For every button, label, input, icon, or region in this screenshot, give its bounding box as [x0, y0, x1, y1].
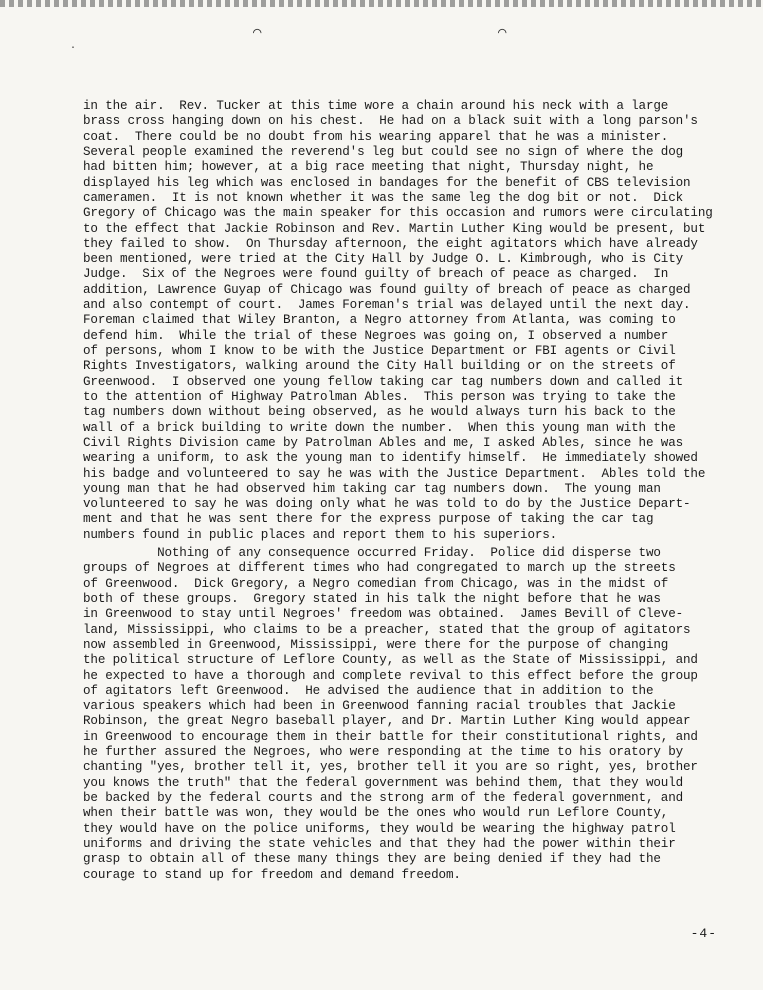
text-line: land, Mississippi, who claims to be a preacher, stated that the group of agitators	[83, 622, 691, 637]
text-line: both of these groups. Gregory stated in his talk the night before that he was	[83, 591, 661, 606]
text-line: in the air. Rev. Tucker at this time wore a chain around his neck with a large	[83, 99, 669, 113]
text-line: wall of a brick building to write down the number. When this young man with the	[83, 420, 676, 435]
text-line: to the effect that Jackie Robinson and Rev. Martin Luther King would be present, but	[83, 221, 706, 236]
scan-mark: ⌒	[498, 25, 507, 41]
text-line: been mentioned, were tried at the City Hall by Judge O. L. Kimbrough, who is City	[83, 252, 684, 267]
text-line: Foreman claimed that Wiley Branton, a Negro attorney from Atlanta, was coming to	[83, 313, 676, 328]
text-line: he expected to have a thorough and complete revival to this effect before the group	[83, 668, 698, 683]
text-line: and also contempt of court. James Foreman's trial was delayed until the next day.	[83, 298, 691, 313]
text-line: Judge. Six of the Negroes were found guilty of breach of peace as charged. In	[83, 267, 669, 282]
text-line: his badge and volunteered to say he was with the Justice Department. Ables told the	[83, 466, 706, 481]
text-line: wearing a uniform, to ask the young man to identify himself. He immediately showed	[83, 451, 698, 466]
text-line: numbers found in public places and report them to his superiors.	[83, 527, 558, 542]
text-line: the political structure of Leflore County, as well as the State of Mississippi, and	[83, 653, 698, 668]
text-line: groups of Negroes at different times who had congregated to march up the streets	[83, 561, 676, 576]
text-line: courage to stand up for freedom and demand freedom.	[83, 867, 461, 882]
text-line: various speakers which had been in Greenwood fanning racial troubles that Jackie	[83, 699, 676, 714]
text-line: now assembled in Greenwood, Mississippi, were there for the purpose of changing	[83, 637, 669, 652]
text-line: in Greenwood to stay until Negroes' freedom was obtained. James Bevill of Cleve-	[83, 607, 684, 622]
text-line: of agitators left Greenwood. He advised the audience that in addition to the	[83, 683, 654, 698]
text-line: young man that he had observed him taking car tag numbers down. The young man	[83, 481, 661, 496]
text-line: Gregory of Chicago was the main speaker for this occasion and rumors were circulating	[83, 206, 713, 221]
text-line: be backed by the federal courts and the strong arm of the federal government, and	[83, 791, 684, 805]
text-line: of Greenwood. Dick Gregory, a Negro comedian from Chicago, was in the midst of	[83, 576, 669, 591]
text-line: cameramen. It is not known whether it was the same leg the dog bit or not. Dick	[83, 190, 684, 205]
text-line: grasp to obtain all of these many things they are being denied if they had the	[83, 852, 661, 867]
scan-edge	[0, 0, 763, 7]
text-line: displayed his leg which was enclosed in bandages for the benefit of CBS television	[83, 175, 691, 190]
text-line: when their battle was won, they would be the ones who would run Leflore County,	[83, 806, 669, 821]
text-line: in Greenwood to encourage them in their battle for their constitutional rights, and	[83, 729, 698, 744]
text-line: you knows the truth" that the federal government was behind them, that they would	[83, 775, 684, 790]
text-line: coat. There could be no doubt from his wearing apparel that he was a minister.	[83, 129, 669, 144]
text-line: brass cross hanging down on his chest. He had on a black suit with a long parson's	[83, 114, 698, 129]
text-line: Robinson, the great Negro baseball player, and Dr. Martin Luther King would appear	[83, 714, 691, 729]
text-line: had bitten him; however, at a big race meeting that night, Thursday night, he	[83, 160, 654, 175]
text-line: Rights Investigators, walking around the City Hall building or on the streets of	[83, 359, 676, 374]
text-line: defend him. While the trial of these Negroes was going on, I observed a number	[83, 328, 669, 343]
text-line: volunteered to say he was doing only what he was told to do by the Justice Depart-	[83, 497, 691, 512]
text-line: Greenwood. I observed one young fellow taking car tag numbers down and called it	[83, 374, 684, 389]
text-line: they failed to show. On Thursday afternoon, the eight agitators which have already	[83, 236, 698, 251]
text-line: Civil Rights Division came by Patrolman Ables and me, I asked Ables, since he was	[83, 435, 684, 450]
text-line: Several people examined the reverend's leg but could see no sign of where the dog	[83, 144, 684, 159]
text-line: of persons, whom I know to be with the Justice Department or FBI agents or Civil	[83, 344, 676, 358]
text-line: chanting "yes, brother tell it, yes, brother tell it you are so right, yes, brother	[83, 760, 698, 775]
body-paragraph	[83, 99, 733, 543]
text-line: tag numbers down without being observed, as he would always turn his back to the	[83, 405, 676, 420]
text-line: ment and that he was sent there for the express purpose of taking the car tag	[83, 512, 654, 527]
scan-mark: ⌒	[253, 25, 262, 41]
text-line: Nothing of any consequence occurred Friday. Police did disperse two	[83, 546, 661, 560]
text-line: he further assured the Negroes, who were responding at the time to his oratory by	[83, 745, 684, 760]
page-number: -4-	[690, 926, 717, 941]
text-line: addition, Lawrence Guyap of Chicago was found guilty of breach of peace as charged	[83, 282, 691, 297]
text-line: they would have on the police uniforms, they would be wearing the highway patrol	[83, 821, 676, 836]
text-line: uniforms and driving the state vehicles and that they had the power within their	[83, 836, 676, 851]
text-line: to the attention of Highway Patrolman Ables. This person was trying to take the	[83, 389, 676, 404]
scan-mark: ·	[70, 43, 77, 54]
body-paragraph	[83, 546, 733, 883]
